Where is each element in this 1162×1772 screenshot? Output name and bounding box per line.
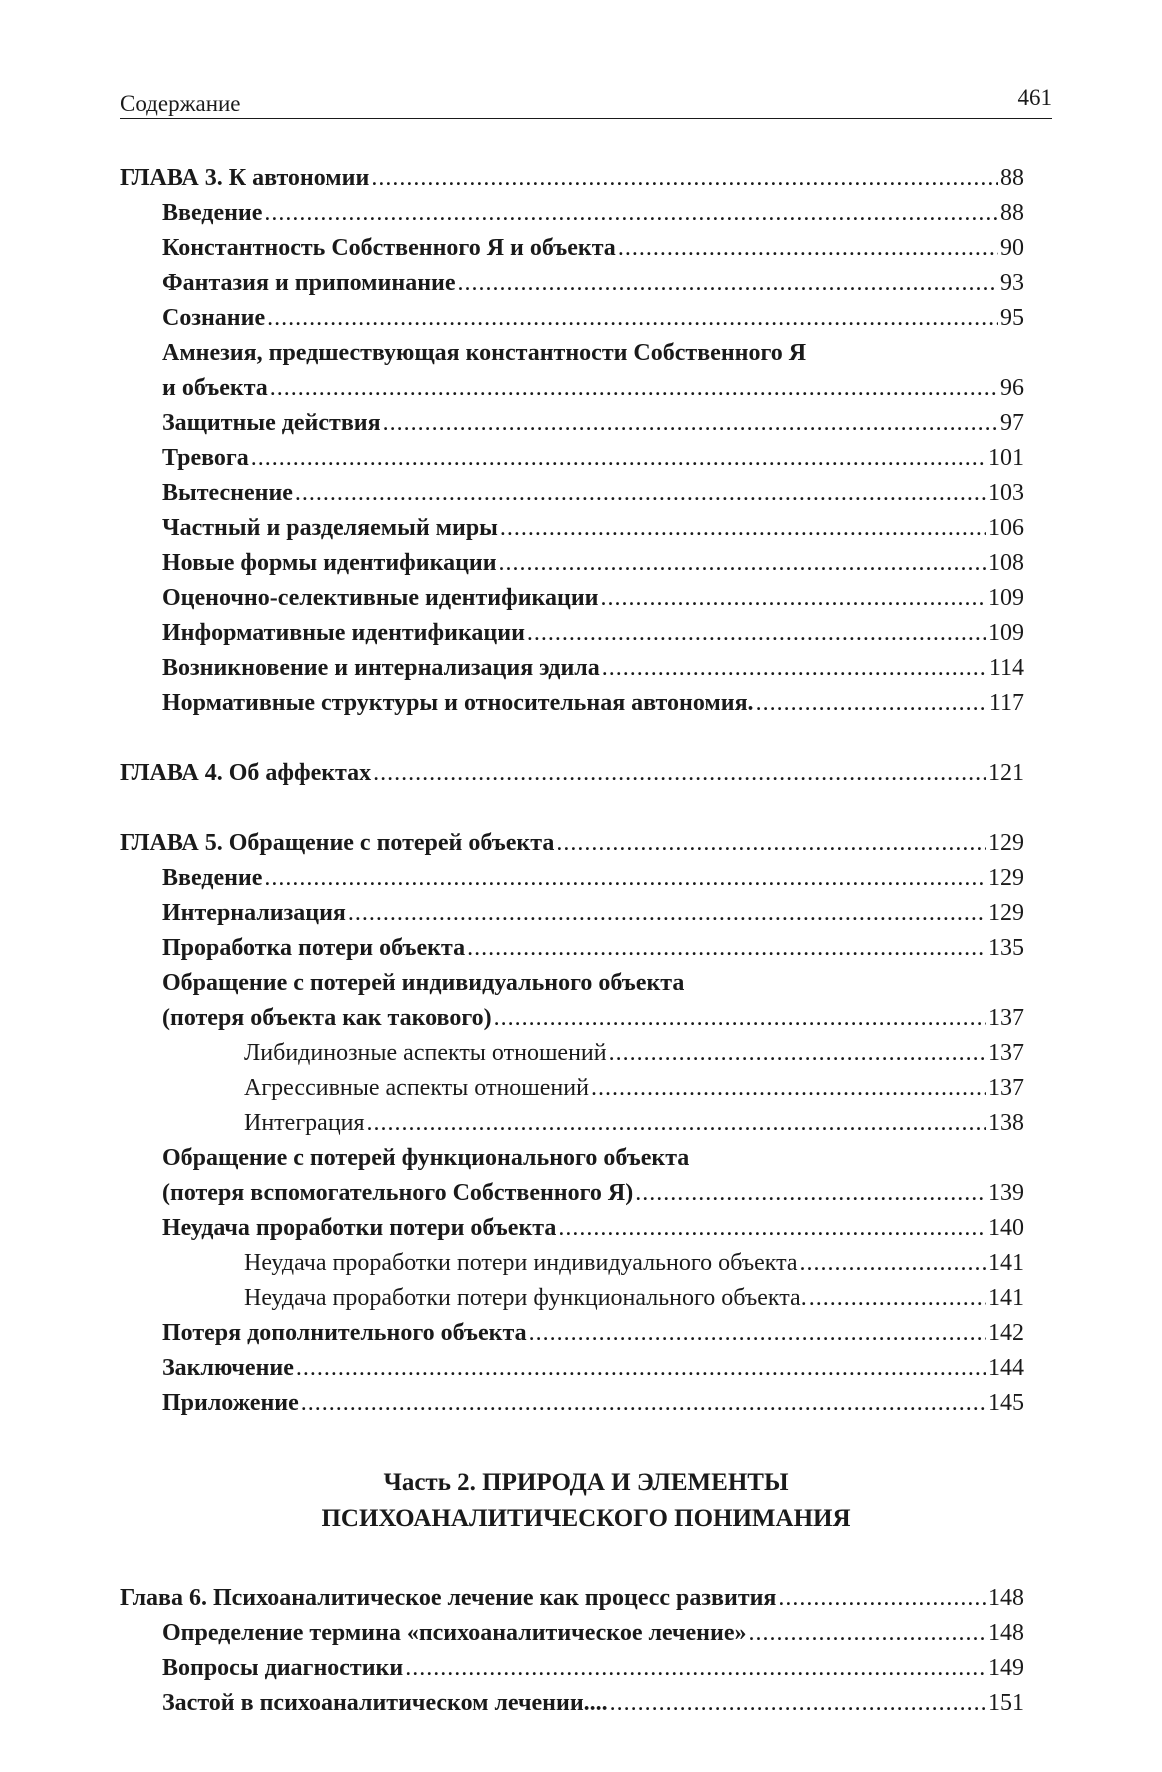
dot-leader xyxy=(295,476,986,511)
toc-spacer xyxy=(120,1537,1024,1581)
dot-leader xyxy=(373,756,986,791)
toc-entry-page: 109 xyxy=(988,585,1024,611)
toc-entry-title: Нормативные структуры и относительная автономия. xyxy=(162,690,754,716)
toc-entry-title: Обращение с потерей индивидуального объекта xyxy=(162,970,685,996)
toc-subsection-entry[interactable] xyxy=(120,1246,1024,1281)
dot-leader xyxy=(778,1581,986,1616)
dot-leader xyxy=(601,581,987,616)
toc-subsection-entry[interactable] xyxy=(120,1071,1024,1106)
dot-leader xyxy=(499,546,986,581)
toc-section-entry[interactable] xyxy=(120,336,1024,371)
toc-entry-page: 137 xyxy=(988,1040,1024,1066)
toc-entry-page: 101 xyxy=(988,445,1024,471)
dot-leader xyxy=(748,1616,986,1651)
toc-section-entry[interactable] xyxy=(120,581,1024,616)
toc-entry-title: ГЛАВА 5. Обращение с потерей объекта xyxy=(120,830,555,856)
toc-entry-page: 103 xyxy=(988,480,1024,506)
toc-entry-title: Введение xyxy=(162,200,263,226)
dot-leader xyxy=(267,301,998,336)
toc-section-entry[interactable] xyxy=(120,196,1024,231)
toc-chapter-entry[interactable] xyxy=(120,756,1024,791)
dot-leader xyxy=(591,1071,986,1106)
toc-entry-title: Интернализация xyxy=(162,900,346,926)
dot-leader xyxy=(264,861,986,896)
toc-section-entry[interactable] xyxy=(120,896,1024,931)
toc-entry-page: 138 xyxy=(988,1110,1024,1136)
toc-entry-title: Проработка потери объекта xyxy=(162,935,466,961)
toc-entry-title: Заключение xyxy=(162,1355,294,1381)
toc-entry-page: 129 xyxy=(988,900,1024,926)
toc-entry-page: 90 xyxy=(1000,235,1024,261)
toc-section-entry[interactable] xyxy=(120,1211,1024,1246)
toc-entry-page: 141 xyxy=(988,1285,1024,1311)
toc-section-entry[interactable] xyxy=(120,686,1024,721)
toc-entry-page: 142 xyxy=(988,1320,1024,1346)
toc-subsection-entry[interactable] xyxy=(120,1036,1024,1071)
toc-section-entry[interactable] xyxy=(120,371,1024,406)
toc-entry-page: 109 xyxy=(988,620,1024,646)
toc-entry-title: ГЛАВА 3. К автономии xyxy=(120,165,370,191)
dot-leader xyxy=(556,826,986,861)
page-number: 461 xyxy=(1017,85,1052,110)
toc-section-entry[interactable] xyxy=(120,1616,1024,1651)
toc-entry-page: 117 xyxy=(988,690,1024,716)
dot-leader xyxy=(494,1001,986,1036)
toc-section-entry[interactable] xyxy=(120,1651,1024,1686)
dot-leader xyxy=(264,196,998,231)
toc-chapter-entry[interactable] xyxy=(120,1581,1024,1616)
toc-section-entry[interactable] xyxy=(120,546,1024,581)
toc-section-entry[interactable] xyxy=(120,266,1024,301)
toc-entry-page: 148 xyxy=(988,1620,1024,1646)
toc-section-entry[interactable] xyxy=(120,1141,1024,1176)
dot-leader xyxy=(500,511,986,546)
toc-entry-title: ГЛАВА 4. Об аффектах xyxy=(120,760,372,786)
toc-section-entry[interactable] xyxy=(120,651,1024,686)
toc-entry-page: 141 xyxy=(988,1250,1024,1276)
toc-section-entry[interactable] xyxy=(120,441,1024,476)
dot-leader xyxy=(635,1176,986,1211)
dot-leader xyxy=(251,441,986,476)
dot-leader xyxy=(609,1036,986,1071)
toc-chapter-entry[interactable] xyxy=(120,826,1024,861)
toc-entry-page: 97 xyxy=(1000,410,1024,436)
toc-section-entry[interactable] xyxy=(120,1351,1024,1386)
toc-entry-title: Потеря дополнительного объекта xyxy=(162,1320,527,1346)
toc-spacer xyxy=(120,1421,1024,1465)
toc-section-entry[interactable] xyxy=(120,1316,1024,1351)
toc-entry-page: 129 xyxy=(988,865,1024,891)
part-heading-line: ПСИХОАНАЛИТИЧЕСКОГО ПОНИМАНИЯ xyxy=(321,1505,851,1532)
toc-entry-page: 96 xyxy=(1000,375,1024,401)
toc-entry-title: Введение xyxy=(162,865,263,891)
dot-leader xyxy=(529,1316,986,1351)
toc-spacer xyxy=(120,791,1024,826)
toc-entry-title: Либидинозные аспекты отношений xyxy=(244,1040,607,1066)
dot-leader xyxy=(618,231,998,266)
toc-entry-page: 140 xyxy=(988,1215,1024,1241)
toc-entry-title: Возникновение и интернализация эдила xyxy=(162,655,600,681)
toc-entry-page: 114 xyxy=(988,655,1024,681)
toc-entry-title: (потеря вспомогательного Собственного Я) xyxy=(162,1180,634,1206)
toc-entry-title: Амнезия, предшествующая константности Собственного Я xyxy=(162,340,807,366)
toc-entry-title: Застой в психоаналитическом лечении.... xyxy=(162,1690,608,1716)
toc-entry-title: Тревога xyxy=(162,445,249,471)
dot-leader xyxy=(809,1281,986,1316)
toc-entry-title: Сознание xyxy=(162,305,266,331)
toc-section-entry[interactable] xyxy=(120,861,1024,896)
toc-section-entry[interactable] xyxy=(120,1686,1024,1721)
dot-leader xyxy=(270,371,998,406)
toc-entry-title: Вопросы диагностики xyxy=(162,1655,404,1681)
toc-entry-title: Оценочно-селективные идентификации xyxy=(162,585,599,611)
dot-leader xyxy=(527,616,986,651)
toc-entry-page: 135 xyxy=(988,935,1024,961)
dot-leader xyxy=(301,1386,986,1421)
dot-leader xyxy=(467,931,986,966)
toc-entry-title: Фантазия и припоминание xyxy=(162,270,456,296)
dot-leader xyxy=(558,1211,986,1246)
toc-entry-title: Частный и разделяемый миры xyxy=(162,515,498,541)
toc-entry-title: и объекта xyxy=(162,375,268,401)
toc-section-entry[interactable] xyxy=(120,931,1024,966)
running-title: Содержание xyxy=(120,91,241,116)
toc-section-entry[interactable] xyxy=(120,1001,1024,1036)
toc-entry-title: Неудача проработки потери индивидуального объекта xyxy=(244,1250,798,1276)
toc-entry-page: 88 xyxy=(1000,165,1024,191)
toc-entry-title: Агрессивные аспекты отношений xyxy=(244,1075,589,1101)
toc-entry-title: Новые формы идентификации xyxy=(162,550,497,576)
dot-leader xyxy=(348,896,986,931)
table-of-contents xyxy=(120,161,1024,1721)
toc-section-entry[interactable] xyxy=(120,301,1024,336)
toc-entry-title: Константность Собственного Я и объекта xyxy=(162,235,616,261)
toc-entry-page: 129 xyxy=(988,830,1024,856)
toc-subsection-entry[interactable] xyxy=(120,1281,1024,1316)
toc-entry-title: Интеграция xyxy=(244,1110,365,1136)
toc-spacer xyxy=(120,721,1024,756)
toc-entry-page: 121 xyxy=(988,760,1024,786)
toc-section-entry[interactable] xyxy=(120,476,1024,511)
dot-leader xyxy=(296,1351,986,1386)
toc-entry-page: 149 xyxy=(988,1655,1024,1681)
dot-leader xyxy=(405,1651,986,1686)
toc-chapter-entry[interactable] xyxy=(120,161,1024,196)
toc-section-entry[interactable] xyxy=(120,406,1024,441)
toc-entry-title: Неудача проработки потери объекта xyxy=(162,1215,557,1241)
dot-leader xyxy=(458,266,999,301)
toc-entry-title: Защитные действия xyxy=(162,410,381,436)
toc-entry-title: Определение термина «психоаналитическое лечение» xyxy=(162,1620,747,1646)
toc-entry-page: 151 xyxy=(988,1690,1024,1716)
toc-section-entry[interactable] xyxy=(120,1386,1024,1421)
toc-entry-page: 144 xyxy=(988,1355,1024,1381)
dot-leader xyxy=(367,1106,986,1141)
toc-subsection-entry[interactable] xyxy=(120,1106,1024,1141)
toc-entry-title: (потеря объекта как такового) xyxy=(162,1005,492,1031)
toc-section-entry[interactable] xyxy=(120,511,1024,546)
toc-entry-title: Приложение xyxy=(162,1390,299,1416)
toc-section-entry[interactable] xyxy=(120,616,1024,651)
dot-leader xyxy=(610,1686,986,1721)
dot-leader xyxy=(602,651,987,686)
toc-entry-title: Обращение с потерей функционального объекта xyxy=(162,1145,690,1171)
toc-entry-page: 137 xyxy=(988,1075,1024,1101)
toc-section-entry[interactable] xyxy=(120,231,1024,266)
dot-leader xyxy=(800,1246,986,1281)
dot-leader xyxy=(371,161,998,196)
toc-entry-page: 139 xyxy=(988,1180,1024,1206)
toc-entry-title: Глава 6. Психоаналитическое лечение как процесс развития xyxy=(120,1585,777,1611)
toc-entry-title: Неудача проработки потери функционального объекта. xyxy=(244,1285,807,1311)
toc-entry-title: Вытеснение xyxy=(162,480,293,506)
header-rule xyxy=(120,118,1052,119)
part-heading-line: Часть 2. ПРИРОДА И ЭЛЕМЕНТЫ xyxy=(383,1469,789,1496)
toc-entry-page: 106 xyxy=(988,515,1024,541)
toc-entry-page: 137 xyxy=(988,1005,1024,1031)
toc-section-entry[interactable] xyxy=(120,1176,1024,1211)
dot-leader xyxy=(383,406,998,441)
dot-leader xyxy=(756,686,987,721)
toc-entry-page: 88 xyxy=(1000,200,1024,226)
toc-entry-page: 145 xyxy=(988,1390,1024,1416)
toc-entry-page: 108 xyxy=(988,550,1024,576)
toc-entry-title: Информативные идентификации xyxy=(162,620,525,646)
toc-entry-page: 148 xyxy=(988,1585,1024,1611)
toc-entry-page: 93 xyxy=(1000,270,1024,296)
toc-entry-page: 95 xyxy=(1000,305,1024,331)
toc-section-entry[interactable] xyxy=(120,966,1024,1001)
